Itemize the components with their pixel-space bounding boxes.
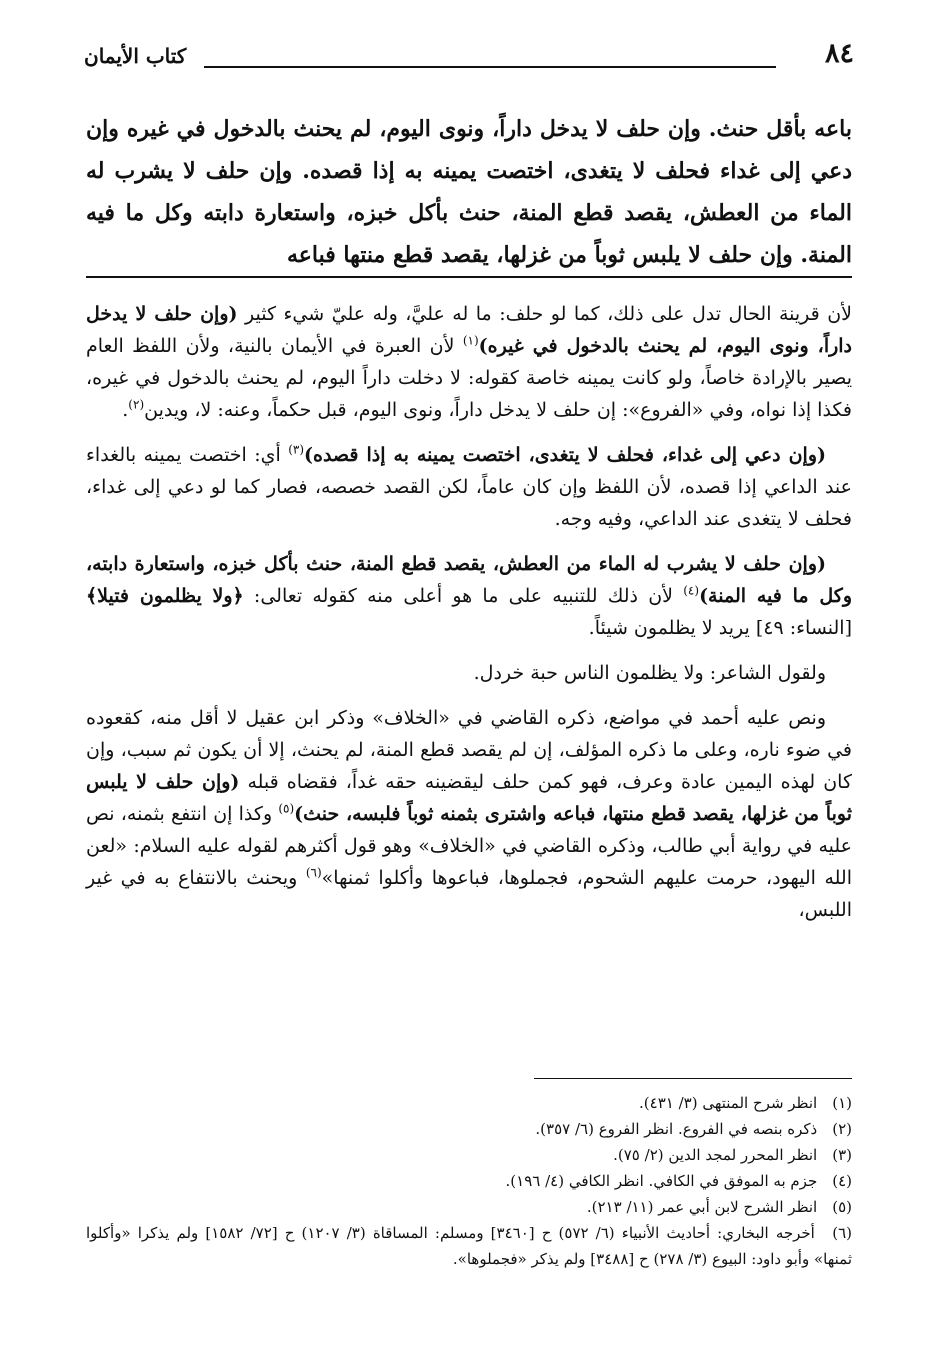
quoted-matn: (وإن حلف لا يشرب له الماء من العطش، يقصد قطع المنة، حنث بأكل خبزه، واستعارة دابته، وكل ما فيه المنة) (86, 553, 853, 607)
footnote-text: انظر المحرر لمجد الدين (٢/ ٧٥). (613, 1146, 818, 1164)
footnote (86, 1116, 852, 1142)
quoted-matn: (وإن حلف لا يدخل داراً، ونوى اليوم، لم يحنث بالدخول في غيره) (86, 303, 853, 357)
footnote (86, 1142, 852, 1168)
footnote-number: (٤) (832, 1172, 852, 1190)
page-header (84, 38, 854, 78)
footnote-number: (١) (832, 1094, 852, 1112)
footnote-number: (٥) (832, 1198, 852, 1216)
header-rule (204, 66, 776, 68)
footnote-text: انظر الشرح لابن أبي عمر (١١/ ٢١٣). (586, 1198, 818, 1216)
footnote-text: جزم به الموفق في الكافي. انظر الكافي (٤/ ١٩٦). (505, 1172, 818, 1190)
footnote-ref: (١) (462, 333, 479, 348)
main-text-divider (86, 276, 852, 278)
commentary-paragraph: لأن قرينة الحال تدل على ذلك، كما لو حلف: ما له عليَّ، وله عليّ شيء كثير (وإن حلف لا يدخل داراً، ونوى اليوم، لم يحنث بالدخول في غيره)$^{(١)}$ لأن العبرة في الأيمان بالنية، ولأن اللفظ العام يصير بالإرادة خاصاً، ولو كانت يمينه خاصة كقوله: لا دخلت داراً اليوم، لم يحنث بالدخول في غيره، فكذا إذا نواه، وفي «الفروع»: إن حلف لا يدخل داراً، ونوى اليوم، قبل حكماً، وعنه: لا، ويدين$^{(٢)}$. (86, 303, 853, 421)
footnote-ref: (٥) (278, 801, 295, 816)
footnote-ref: (٣) (288, 442, 305, 457)
quoted-matn: (وإن دعي إلى غداء، فحلف لا يتغدى، اختصت يمينه به إذا قصده) (304, 444, 827, 466)
footnote (86, 1220, 852, 1272)
footnote-text: ذكره بنصه في الفروع. انظر الفروع (٦/ ٣٥٧). (535, 1120, 818, 1138)
page-number: ٨٤ (824, 38, 854, 69)
footnote-text: انظر شرح المنتهى (٣/ ٤٣١). (639, 1094, 818, 1112)
footnote-number: (٦) (832, 1224, 852, 1242)
footnote-ref: (٦) (305, 865, 322, 880)
commentary-paragraph: (وإن حلف لا يشرب له الماء من العطش، يقصد قطع المنة، حنث بأكل خبزه، واستعارة دابته، وكل ما فيه المنة)$^{(٤)}$ لأن ذلك للتنبيه على ما هو أعلى منه كقوله تعالى: ﴿ولا يظلمون فتيلا﴾ [النساء: ٤٩] يريد لا يظلمون شيئاً. (86, 553, 853, 639)
footnote-number: (٣) (832, 1146, 852, 1164)
footnote-divider (534, 1078, 852, 1079)
commentary-paragraph: ونص عليه أحمد في مواضع، ذكره القاضي في «الخلاف» وذكر ابن عقيل لا أقل منه، كقعوده في ضوء ناره، وعلى ما ذكره المؤلف، إن لم يقصد قطع المنة، لم يحنث، إلا أن يكون ثم سبب، وإن كان لهذه اليمين عادة وعرف، فهو كمن حلف ليقضينه حقه غداً، فقضاه قبله (وإن حلف لا يلبس ثوباً من غزلها، يقصد قطع منتها، فباعه واشترى بثمنه ثوباً فلبسه، حنث)$^{(٥)}$ وكذا إن انتفع بثمنه، نص عليه في رواية أبي طالب، وذكره القاضي في «الخلاف» وهو قول أكثرهم لقوله عليه السلام: «لعن الله اليهود، حرمت عليهم الشحوم، فجملوها، فباعوها وأكلوا ثمنها»$^{(٦)}$ ويحنث بالانتفاع به في غير اللبس، (86, 707, 852, 921)
footnotes (86, 1090, 852, 1272)
footnote-ref: (٤) (683, 583, 700, 598)
commentary-paragraph: (وإن دعي إلى غداء، فحلف لا يتغدى، اختصت يمينه به إذا قصده)$^{(٣)}$ أي: اختصت يمينه بالغداء عند الداعي إذا قصده، لأن اللفظ وإن كان عاماً، لكن القصد خصصه، فصار كما لو دعي إلى غداء، فحلف لا يتغدى عند الداعي، وفيه وجه. (86, 442, 852, 530)
quoted-matn: (وإن حلف لا يلبس ثوباً من غزلها، يقصد قطع منتها، فباعه واشترى بثمنه ثوباً فلبسه، حنث) (86, 771, 852, 825)
commentary (86, 298, 852, 939)
footnote (86, 1194, 852, 1220)
commentary-paragraph: ولقول الشاعر: ولا يظلمون الناس حبة خردل. (473, 662, 826, 684)
footnote-text: أخرجه البخاري: أحاديث الأنبياء (٦/ ٥٧٢) ح [٣٤٦٠] ومسلم: المساقاة (٣/ ١٢٠٧) ح [٧٢/ ١٥٨٢] ولم يذكرا «وأكلوا ثمنها» وأبو داود: البيوع (٣/ ٢٧٨) ح [٣٤٨٨] ولم يذكر «فجملوها». (86, 1224, 852, 1268)
footnote (86, 1168, 852, 1194)
footnote-number: (٢) (832, 1120, 852, 1138)
footnote-ref: (٢) (128, 397, 145, 412)
main-text: باعه بأقل حنث. وإن حلف لا يدخل داراً، ونوى اليوم، لم يحنث بالدخول في غيره وإن دعي إلى غداء فحلف لا يتغدى، اختصت يمينه به إذا قصده. وإن حلف لا يشرب له الماء من العطش، يقصد قطع المنة، حنث بأكل خبزه، واستعارة دابته وكل ما فيه المنة. وإن حلف لا يلبس ثوباً من غزلها، يقصد قطع منتها فباعه (86, 116, 852, 268)
footnote (86, 1090, 852, 1116)
quran-verse: ﴿ولا يظلمون فتيلا﴾ (86, 585, 244, 607)
chapter-title: كتاب الأيمان (84, 44, 187, 68)
